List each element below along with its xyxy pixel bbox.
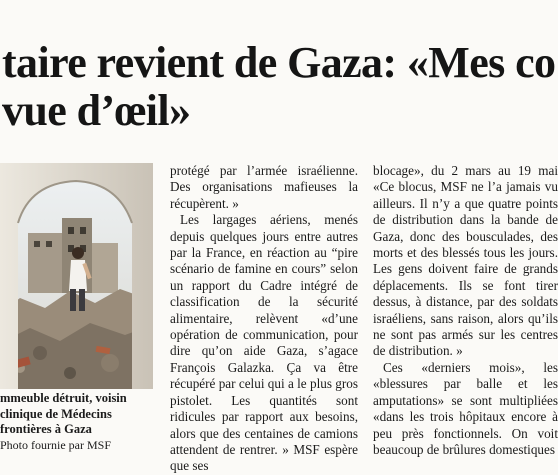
column-2-paragraph-2: Les largages aériens, menés depuis quelques jours entre autres par la France, en réaction au “pire scénario de famine en cours” selon un rapport du Cadre intégré de classification de la sécurité alimentaire, relèvent «d’une opération de communication, pour dire qu’on aide Gaza, s’agace François Galazka. Ça va être récupéré par celui qui a le plus gros pistolet. Les quantités sont ridicules par rapport aux besoins, alors que des centaines de camions attendent de rentrer. » MSF espère que ses: [170, 212, 358, 474]
article-photo: [0, 163, 153, 389]
photo-credit: Photo fournie par MSF: [0, 437, 111, 452]
article-headline: [0, 0, 556, 135]
destroyed-building-photo: [0, 163, 153, 389]
photo-caption: [0, 391, 160, 453]
article-column-2: [170, 163, 358, 474]
column-2-paragraph-1: protégé par l’armée israélienne. Des organisations mafieuses la récupèrent. »: [170, 163, 358, 211]
headline-line-1: taire revient de Gaza: «Mes co: [2, 38, 556, 87]
column-3-paragraph-2: Ces «derniers mois», les «blessures par balle et les amputations» se sont multipliées «dans les trois hôpitaux encore à peu près fonctionnels. On voit beaucoup de brûlures domestiques: [373, 359, 558, 457]
caption-text: mmeuble détruit, voisin clinique de Médecins frontières à Gaza: [0, 391, 127, 436]
headline-line-2: vue d’œil»: [2, 86, 191, 135]
column-3-paragraph-1: blocage», du 2 mars au 19 mai «Ce blocus, MSF ne l’a jamais vu ailleurs. Il n’y a que quatre points de distribution dans la bande de Gaza, donc des bousculades, des morts et des blessés tous les jours. Les gens doivent faire de grands déplacements. Ils se font tirer dessus, à distance, par des soldats israéliens, sans raison, alors qu’ils ne sont pas armés sur les centres de distribution. »: [373, 163, 558, 359]
article-column-3: [373, 163, 558, 460]
